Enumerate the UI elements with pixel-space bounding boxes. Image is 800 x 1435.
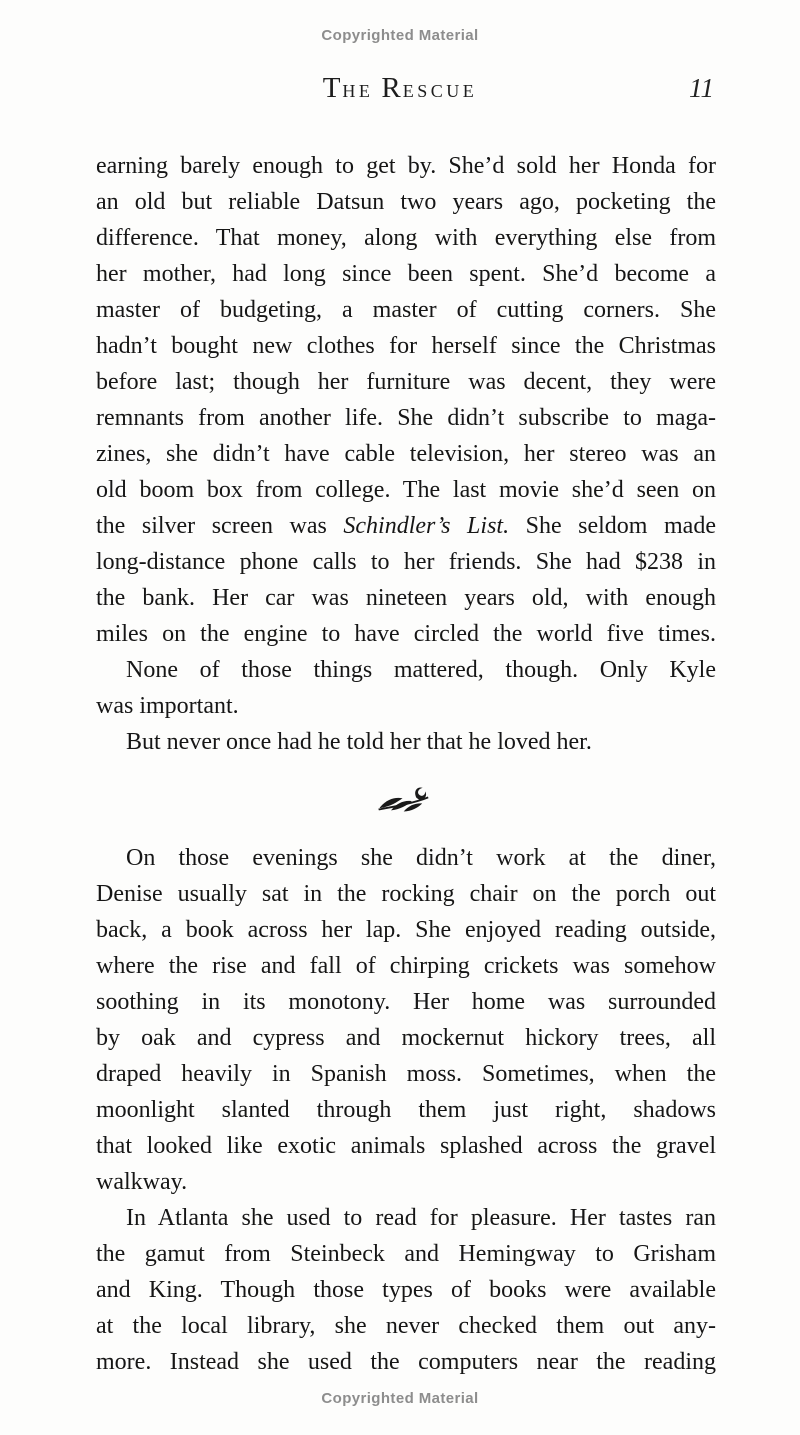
text-line: and King. Though those types of books were available — [96, 1277, 716, 1303]
copyright-watermark-bottom: Copyrighted Material — [321, 1390, 479, 1407]
body-text — [96, 148, 716, 1380]
text-line: that looked like exotic animals splashed across the gravel — [96, 1133, 716, 1159]
text-line: moonlight slanted through them just right, shadows — [96, 1097, 716, 1123]
text-line: Denise usually sat in the rocking chair on the porch out — [96, 881, 716, 907]
fleuron-leaf-ornament-icon — [377, 785, 435, 815]
page-number: 11 — [689, 73, 714, 103]
text-line: old boom box from college. The last movie she’d seen on — [96, 477, 716, 503]
title-word2-cap: R — [381, 72, 403, 104]
text-line: before last; though her furniture was decent, they were — [96, 369, 716, 395]
text-line: more. Instead she used the computers near the reading — [96, 1349, 716, 1375]
text-line: long-distance phone calls to her friends. She had $238 in — [96, 549, 716, 575]
paragraph — [96, 724, 716, 760]
paragraph — [96, 840, 716, 1200]
text-line: On those evenings she didn’t work at the diner, — [126, 845, 716, 871]
text-line: at the local library, she never checked them out any- — [96, 1313, 716, 1339]
text-line: In Atlanta she used to read for pleasure. Her tastes ran — [126, 1205, 716, 1231]
title-word2-smallcaps: ESCUE — [402, 81, 478, 101]
text-line: was important. — [96, 693, 239, 719]
text-line: back, a book across her lap. She enjoyed reading outside, — [96, 917, 716, 943]
text-line: the silver screen was Schindler’s List. She seldom made — [96, 513, 716, 539]
title-word1-cap: T — [322, 72, 343, 104]
text-line: remnants from another life. She didn’t subscribe to maga- — [96, 405, 716, 431]
body-section-1 — [96, 148, 716, 760]
text-line: None of those things mattered, though. Only Kyle — [126, 657, 716, 683]
text-line: an old but reliable Datsun two years ago, pocketing the — [96, 189, 716, 215]
text-line: But never once had he told her that he loved her. — [126, 729, 592, 755]
text-line: by oak and cypress and mockernut hickory trees, all — [96, 1025, 716, 1051]
text-line: walkway. — [96, 1169, 188, 1195]
paragraph — [96, 148, 716, 652]
text-line: earning barely enough to get by. She’d sold her Honda for — [96, 153, 716, 179]
paragraph — [96, 652, 716, 724]
text-line: hadn’t bought new clothes for herself since the Christmas — [96, 333, 716, 359]
running-header — [0, 72, 800, 108]
text-line: the bank. Her car was nineteen years old, with enough — [96, 585, 716, 611]
text-line: master of budgeting, a master of cutting corners. She — [96, 297, 716, 323]
text-line: difference. That money, along with everything else from — [96, 225, 716, 251]
paragraph — [96, 1200, 716, 1380]
title-word1-smallcaps: HE — [342, 81, 374, 101]
body-section-2 — [96, 840, 716, 1380]
text-line: soothing in its monotony. Her home was surrounded — [96, 989, 716, 1015]
text-line: where the rise and fall of chirping crickets was somehow — [96, 953, 716, 979]
page-title — [0, 72, 800, 105]
section-break — [96, 760, 716, 840]
text-line: draped heavily in Spanish moss. Sometimes, when the — [96, 1061, 716, 1087]
copyright-watermark-top: Copyrighted Material — [321, 27, 479, 44]
text-line: her mother, had long since been spent. She’d become a — [96, 261, 716, 287]
text-line: the gamut from Steinbeck and Hemingway to Grisham — [96, 1241, 716, 1267]
text-line: zines, she didn’t have cable television, her stereo was an — [96, 441, 716, 467]
text-line: miles on the engine to have circled the world five times. — [96, 621, 716, 647]
